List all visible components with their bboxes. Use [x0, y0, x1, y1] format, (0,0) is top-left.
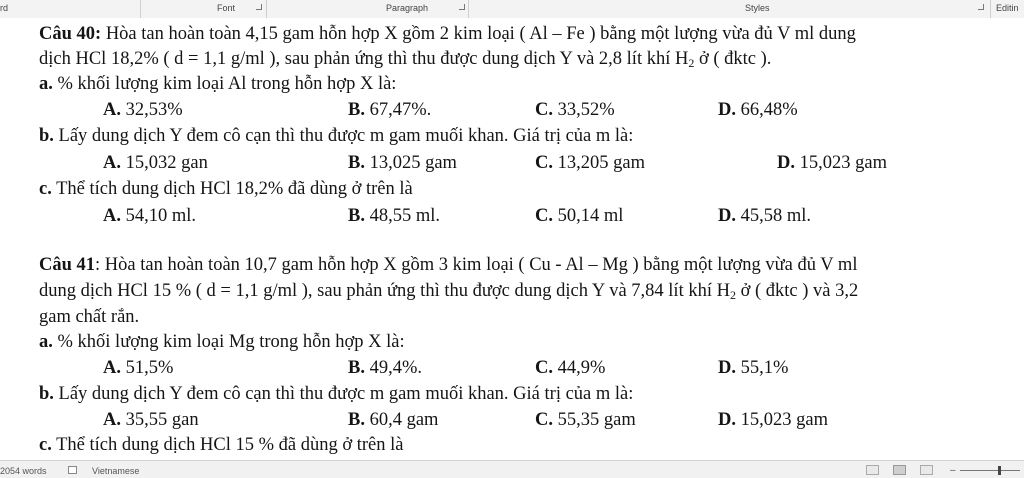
q40-title: Câu 40:: [39, 24, 102, 44]
q41-part-c: c. Thể tích dung dịch HCl 15 % đã dùng ở trên là: [39, 435, 404, 455]
proofing-icon[interactable]: [68, 466, 77, 474]
q41-b-option-c: C. 55,35 gam: [535, 410, 636, 430]
ribbon-separator: [468, 0, 469, 18]
ribbon-group-clipboard: rd: [0, 3, 9, 13]
q41-a-option-b: B. 49,4%.: [348, 358, 423, 378]
q41-part-a: a. % khối lượng kim loại Mg trong hỗn hợp X là:: [39, 332, 405, 352]
q40-part-b: b. Lấy dung dịch Y đem cô cạn thì thu được m gam muối khan. Giá trị của m là:: [39, 126, 634, 146]
ribbon-group-editing: Editin: [996, 3, 1019, 13]
q41-line-2: dung dịch HCl 15 % ( d = 1,1 g/ml ), sau phản ứng thì thu được dung dịch Y và 7,84 lít khí $H_2$ ở ( đktc ) và 3,2: [39, 281, 859, 302]
zoom-slider[interactable]: [960, 470, 1020, 471]
q40-line-2: dịch HCl 18,2% ( d = 1,1 g/ml ), sau phản ứng thì thu được dung dịch Y và 2,8 lít khí $H_2$ ở ( đktc ).: [39, 49, 772, 70]
ribbon-separator: [140, 0, 141, 18]
q40-b-option-a: A. 15,032 gan: [103, 153, 208, 173]
zoom-slider-thumb[interactable]: [998, 466, 1001, 475]
q41-b-option-a: A. 35,55 gan: [103, 410, 199, 430]
read-mode-view-icon[interactable]: [866, 465, 879, 475]
ribbon-group-styles: Styles: [745, 3, 770, 13]
styles-dialog-launcher-icon[interactable]: [978, 4, 984, 10]
ribbon-separator: [266, 0, 267, 18]
font-dialog-launcher-icon[interactable]: [256, 4, 262, 10]
q40-part-a: a. % khối lượng kim loại Al trong hỗn hợp X là:: [39, 74, 397, 94]
document-page[interactable]: [0, 18, 1024, 460]
q40-line-1: Câu 40: Hòa tan hoàn toàn 4,15 gam hỗn hợp X gồm 2 kim loại ( Al – Fe ) bằng một lượng vừa đủ V ml dung: [39, 24, 856, 44]
q41-a-option-d: D. 55,1%: [718, 358, 789, 378]
q41-a-option-c: C. 44,9%: [535, 358, 606, 378]
paragraph-dialog-launcher-icon[interactable]: [459, 4, 465, 10]
ribbon-group-paragraph: Paragraph: [386, 3, 429, 13]
q40-c-option-d: D. 45,58 ml.: [718, 206, 812, 226]
q40-c-option-b: B. 48,55 ml.: [348, 206, 440, 226]
word-count[interactable]: 2054 words: [0, 466, 47, 476]
q40-b-option-b: B. 13,025 gam: [348, 153, 457, 173]
status-bar: [0, 460, 1024, 478]
q40-b-option-d: D. 15,023 gam: [777, 153, 887, 173]
q40-a-option-c: C. 33,52%: [535, 100, 615, 120]
q41-line-3: gam chất rắn.: [39, 307, 140, 327]
ribbon-separator: [990, 0, 991, 18]
q40-c-option-a: A. 54,10 ml.: [103, 206, 197, 226]
q41-title: Câu 41: [39, 255, 96, 275]
language-indicator[interactable]: Vietnamese: [92, 466, 140, 476]
q40-part-c: c. Thể tích dung dịch HCl 18,2% đã dùng ở trên là: [39, 179, 413, 199]
web-layout-view-icon[interactable]: [920, 465, 933, 475]
q41-part-b: b. Lấy dung dịch Y đem cô cạn thì thu được m gam muối khan. Giá trị của m là:: [39, 384, 634, 404]
ribbon-group-labels: [0, 0, 1024, 19]
q41-b-option-d: D. 15,023 gam: [718, 410, 828, 430]
q40-a-option-d: D. 66,48%: [718, 100, 798, 120]
q40-c-option-c: C. 50,14 ml: [535, 206, 624, 226]
q41-b-option-b: B. 60,4 gam: [348, 410, 439, 430]
q40-a-option-a: A. 32,53%: [103, 100, 183, 120]
q40-b-option-c: C. 13,205 gam: [535, 153, 645, 173]
q40-a-option-b: B. 67,47%.: [348, 100, 432, 120]
q41-line-1: Câu 41: Hòa tan hoàn toàn 10,7 gam hỗn hợp X gồm 3 kim loại ( Cu - Al – Mg ) bằng một lượng vừa đủ V ml: [39, 255, 858, 275]
zoom-out-icon[interactable]: –: [950, 465, 956, 476]
print-layout-view-icon[interactable]: [893, 465, 906, 475]
q41-a-option-a: A. 51,5%: [103, 358, 174, 378]
ribbon-group-font: Font: [217, 3, 236, 13]
